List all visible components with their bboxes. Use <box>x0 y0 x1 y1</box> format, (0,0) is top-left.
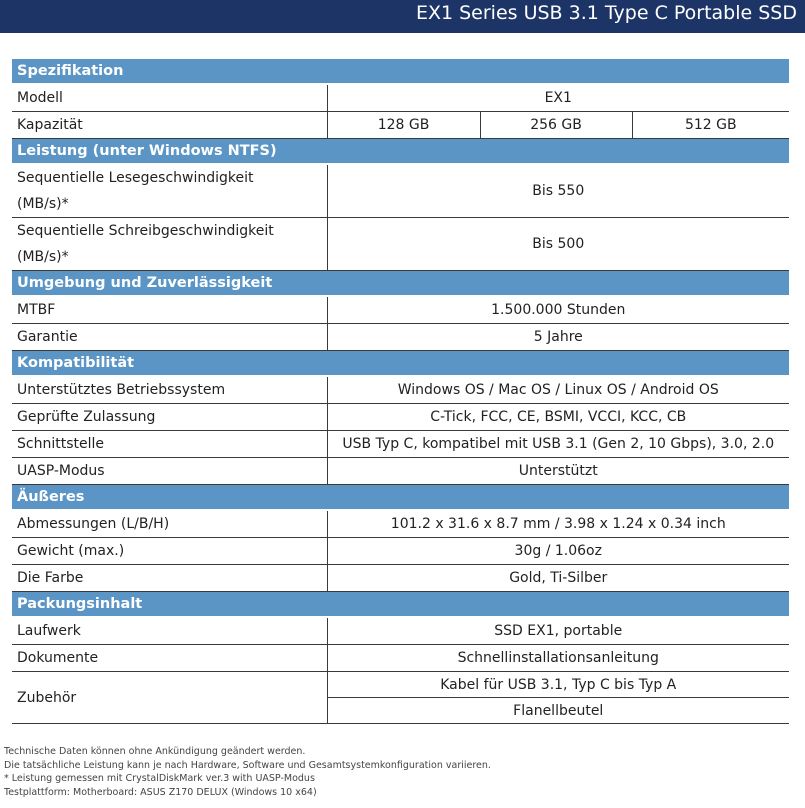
table-row <box>12 164 789 218</box>
row-value: Windows OS / Mac OS / Linux OS / Android OS <box>327 376 789 404</box>
row-value: 30g / 1.06oz <box>327 538 789 565</box>
row-value: Schnellinstallationsanleitung <box>327 645 789 672</box>
table-row <box>12 431 789 458</box>
row-label: Schnittstelle <box>12 431 327 458</box>
row-label-line: Sequentielle Lesegeschwindigkeit <box>17 170 254 186</box>
row-label <box>12 164 327 218</box>
table-row <box>12 645 789 672</box>
row-label: Abmessungen (L/B/H) <box>12 510 327 538</box>
row-value: Unterstützt <box>327 458 789 485</box>
row-value: 101.2 x 31.6 x 8.7 mm / 3.98 x 1.24 x 0.34 inch <box>327 510 789 538</box>
section-title: Leistung (unter Windows NTFS) <box>12 139 789 165</box>
row-value: USB Typ C, kompatibel mit USB 3.1 (Gen 2, 10 Gbps), 3.0, 2.0 <box>327 431 789 458</box>
table-row <box>12 84 789 112</box>
footnotes <box>4 745 491 799</box>
row-label: Gewicht (max.) <box>12 538 327 565</box>
row-value: SSD EX1, portable <box>327 617 789 645</box>
section-kompatibilitaet <box>12 351 789 377</box>
table-row <box>12 324 789 351</box>
section-title: Äußeres <box>12 485 789 511</box>
section-title: Spezifikation <box>12 59 789 84</box>
section-spezifikation <box>12 59 789 84</box>
row-label: Modell <box>12 84 327 112</box>
footnote-line: Technische Daten können ohne Ankündigung geändert werden. <box>4 746 306 757</box>
table-row <box>12 458 789 485</box>
section-umgebung <box>12 271 789 297</box>
page-title: EX1 Series USB 3.1 Type C Portable SSD <box>415 2 797 24</box>
row-label: UASP-Modus <box>12 458 327 485</box>
row-label: Garantie <box>12 324 327 351</box>
row-label: Laufwerk <box>12 617 327 645</box>
table-row <box>12 565 789 592</box>
row-label: Dokumente <box>12 645 327 672</box>
table-row <box>12 112 789 139</box>
section-title: Packungsinhalt <box>12 592 789 618</box>
header-bar <box>0 0 805 33</box>
row-label-line: (MB/s)* <box>17 196 69 212</box>
row-value: Bis 550 <box>327 164 789 218</box>
spec-table <box>12 59 789 724</box>
capacity-128: 128 GB <box>327 112 480 139</box>
row-label-line: (MB/s)* <box>17 249 69 265</box>
row-label: MTBF <box>12 296 327 324</box>
row-label: Geprüfte Zulassung <box>12 404 327 431</box>
table-row <box>12 218 789 271</box>
table-row <box>12 510 789 538</box>
row-value: Bis 500 <box>327 218 789 271</box>
section-packungsinhalt <box>12 592 789 618</box>
row-value: EX1 <box>327 84 789 112</box>
footnote-line: Die tatsächliche Leistung kann je nach Hardware, Software und Gesamtsystemkonfiguration variieren. <box>4 759 491 771</box>
table-row <box>12 617 789 645</box>
section-title: Umgebung und Zuverlässigkeit <box>12 271 789 297</box>
row-label <box>12 218 327 271</box>
row-label: Kapazität <box>12 112 327 139</box>
row-label: Zubehör <box>12 672 327 724</box>
row-label: Die Farbe <box>12 565 327 592</box>
row-value: Kabel für USB 3.1, Typ C bis Typ A <box>327 672 789 698</box>
table-row <box>12 672 789 698</box>
footnote-line: Testplattform: Motherboard: ASUS Z170 DELUX (Windows 10 x64) <box>4 786 317 798</box>
table-row <box>12 296 789 324</box>
table-row <box>12 376 789 404</box>
row-label-line: Sequentielle Schreibgeschwindigkeit <box>17 223 274 239</box>
row-value: C-Tick, FCC, CE, BSMI, VCCI, KCC, CB <box>327 404 789 431</box>
row-value: 1.500.000 Stunden <box>327 296 789 324</box>
table-row <box>12 404 789 431</box>
footnote-line: * Leistung gemessen mit CrystalDiskMark ver.3 with UASP-Modus <box>4 773 315 784</box>
table-row <box>12 538 789 565</box>
row-value: 5 Jahre <box>327 324 789 351</box>
section-title: Kompatibilität <box>12 351 789 377</box>
row-value: Flanellbeutel <box>327 698 789 724</box>
capacity-512: 512 GB <box>632 112 789 139</box>
section-leistung <box>12 139 789 165</box>
row-label: Unterstütztes Betriebssystem <box>12 376 327 404</box>
section-aeusseres <box>12 485 789 511</box>
row-value: Gold, Ti-Silber <box>327 565 789 592</box>
capacity-256: 256 GB <box>480 112 632 139</box>
